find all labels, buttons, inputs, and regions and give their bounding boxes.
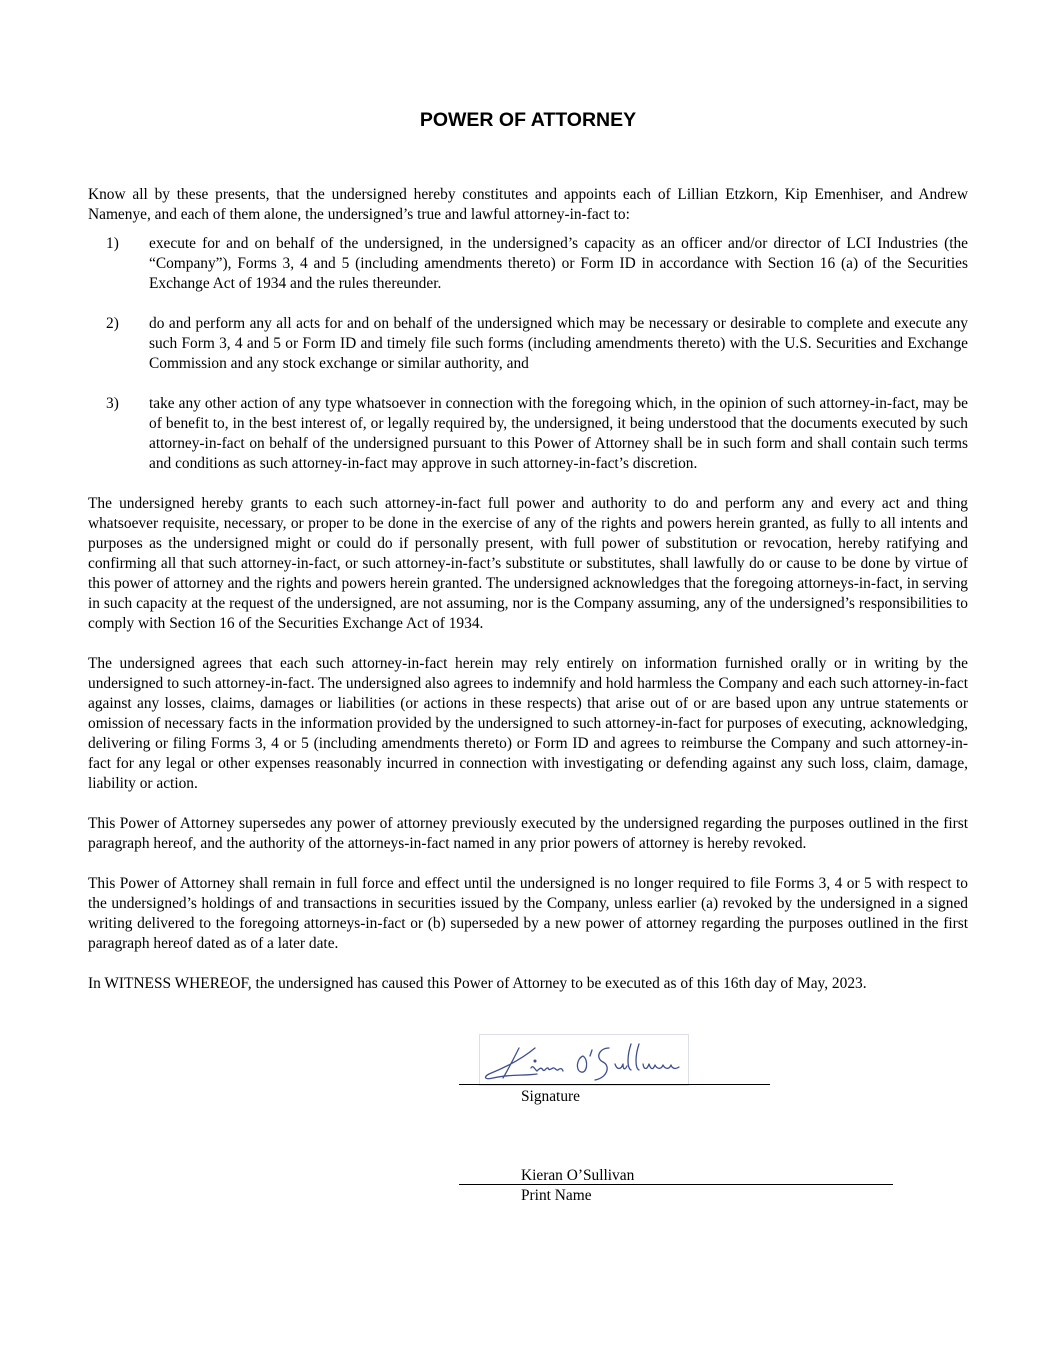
handwritten-signature xyxy=(479,1034,689,1086)
signature-block xyxy=(459,1030,899,1230)
intro-paragraph: Know all by these presents, that the undersigned hereby constitutes and appoints each of Lillian Etzkorn, Kip Emenhiser, and Andrew Namenye, and each of them alone, the undersigned’s true and lawful attorney-in-fact to: xyxy=(88,186,968,223)
print-name-label: Print Name xyxy=(521,1187,592,1204)
list-item xyxy=(88,314,968,374)
signature-line xyxy=(459,1084,770,1085)
print-name-value: Kieran O’Sullivan xyxy=(521,1167,635,1184)
signature-label: Signature xyxy=(521,1088,580,1105)
grant-paragraph: The undersigned hereby grants to each such attorney-in-fact full power and authority to do and perform any and every act and thing whatsoever requisite, necessary, or proper to be done in the exercise of any of the rights and powers herein granted, as fully to all intents and purposes as the undersigned might or could do if personally present, with full power of substitution or revocation, hereby ratifying and confirming all that such attorney-in-fact, or such attorney-in-fact’s substitute or substitutes, shall lawfully do or cause to be done by virtue of this power of attorney and the rights and powers herein granted. The undersigned acknowledges that the foregoing attorneys-in-fact, in serving in such capacity at the request of the undersigned, are not assuming, nor is the Company assuming, any of the undersigned’s responsibilities to comply with Section 16 of the Securities Exchange Act of 1934. xyxy=(88,495,968,632)
witness-paragraph: In WITNESS WHEREOF, the undersigned has caused this Power of Attorney to be executed as of this 16th day of May, 2023. xyxy=(88,975,867,992)
duration-paragraph: This Power of Attorney shall remain in full force and effect until the undersigned is no longer required to file Forms 3, 4 or 5 with respect to the undersigned’s holdings of and transactions in securities issued by the Company, unless earlier (a) revoked by the undersigned in a signed writing delivered to the foregoing attorneys-in-fact or (b) superseded by a new power of attorney regarding the purposes outlined in the first paragraph hereof dated as of a later date. xyxy=(88,875,968,952)
list-item xyxy=(88,234,968,294)
print-name-line xyxy=(459,1184,893,1185)
list-item xyxy=(88,394,968,474)
powers-list xyxy=(88,234,968,474)
list-item-text: execute for and on behalf of the undersigned, in the undersigned’s capacity as an officer and/or director of LCI Industries (the “Company”), Forms 3, 4 and 5 (including amendments thereto) or Form ID in accordance with Section 16 (a) of the Securities Exchange Act of 1934 and the rules thereunder. xyxy=(149,235,968,292)
list-item-number: 1) xyxy=(106,235,119,252)
list-item-text: take any other action of any type whatsoever in connection with the foregoing which, in the opinion of such attorney-in-fact, may be of benefit to, in the best interest of, or legally required by, the undersigned, it being understood that the documents executed by such attorney-in-fact on behalf of the undersigned pursuant to this Power of Attorney shall be in such form and shall contain such terms and conditions as such attorney-in-fact may approve in such attorney-in-fact’s discretion. xyxy=(149,395,968,472)
list-item-text: do and perform any all acts for and on behalf of the undersigned which may be necessary or desirable to complete and execute any such Form 3, 4 and 5 or Form ID and timely file such forms (including amendments thereto) with the U.S. Securities and Exchange Commission and any stock exchange or similar authority, and xyxy=(149,315,968,372)
supersede-paragraph: This Power of Attorney supersedes any power of attorney previously executed by the undersigned regarding the purposes outlined in the first paragraph hereof, and the authority of the attorneys-in-fact named in any prior powers of attorney is hereby revoked. xyxy=(88,815,968,852)
document-title: POWER OF ATTORNEY xyxy=(419,109,637,131)
document-body xyxy=(88,185,968,994)
list-item-number: 3) xyxy=(106,395,119,412)
list-item-number: 2) xyxy=(106,315,119,332)
reliance-paragraph: The undersigned agrees that each such attorney-in-fact herein may rely entirely on information furnished orally or in writing by the undersigned to such attorney-in-fact. The undersigned also agrees to indemnify and hold harmless the Company and each such attorney-in-fact against any losses, claims, damages or liabilities (or actions in these respects) that arise out of or are based upon any untrue statements or omission of necessary facts in the information provided by the undersigned to such attorney-in-fact for purposes of executing, acknowledging, delivering or filing Forms 3, 4 or 5 (including amendments thereto) or Form ID and agrees to reimburse the Company and such attorney-in-fact for any legal or other expenses reasonably incurred in connection with investigating or defending against any such loss, claim, damage, liability or action. xyxy=(88,655,968,792)
